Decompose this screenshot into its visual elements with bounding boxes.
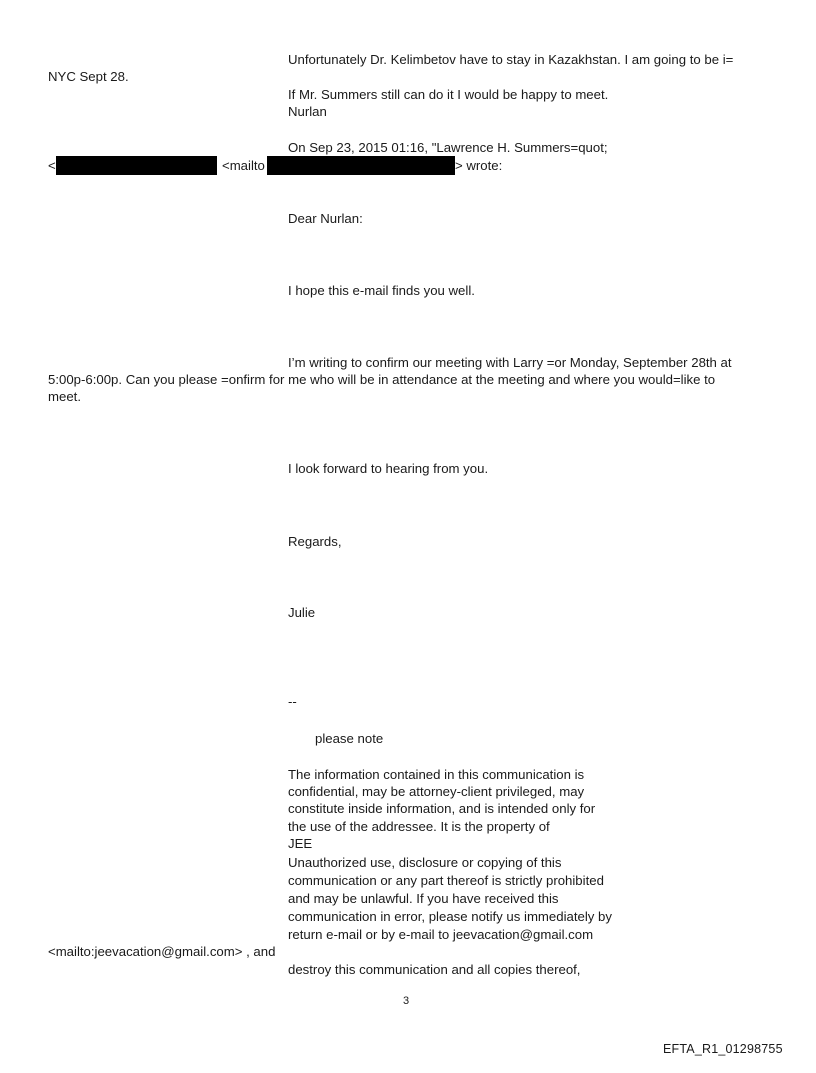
disclaimer-line: communication in error, please notify us immediately by [288,909,612,924]
sender-name: Nurlan [288,104,327,119]
greeting: Dear Nurlan: [288,211,363,226]
bates-number: EFTA_R1_01298755 [663,1042,783,1056]
text-line: I look forward to hearing from you. [288,461,489,476]
text-line: Unfortunately Dr. Kelimbetov have to stay in Kazakhstan. I am going to be i= [288,52,734,67]
text-line: meet. [48,389,81,404]
disclaimer-line: and may be unlawful. If you have received this [288,891,559,906]
text-line: I’m writing to confirm our meeting with Larry =or Monday, September 28th at [288,355,732,370]
disclaimer-line: constitute inside information, and is intended only for [288,801,596,816]
text-line: I hope this e-mail finds you well. [288,283,475,298]
page-number: 3 [403,995,410,1007]
mailto-prefix: <mailto [222,158,265,173]
disclaimer-line: The information contained in this communication is [288,767,585,782]
disclaimer-line: Unauthorized use, disclosure or copying of this [288,855,562,870]
disclaimer-line: JEE [288,836,313,851]
mailto-link: <mailto:jeevacation@gmail.com> , and [48,944,276,959]
text-line: Regards, [288,534,342,549]
disclaimer-line: communication or any part thereof is strictly prohibited [288,873,604,888]
text-line: destroy this communication and all copies thereof, [288,962,581,977]
redaction-box [267,156,455,175]
disclaimer-line: confidential, may be attorney-client privileged, may [288,784,585,799]
text-line: 5:00p-6:00p. Can you please =onfirm for me who will be in attendance at the meeting and where you would=like to [48,372,716,387]
separator: -- [288,694,297,709]
text-line: NYC Sept 28. [48,69,129,84]
lt-char: < [48,158,56,173]
wrote-text: > wrote: [455,158,503,173]
signature: Julie [288,605,316,620]
disclaimer-line: the use of the addressee. It is the property of [288,819,550,834]
text-line: If Mr. Summers still can do it I would be happy to meet. [288,87,609,102]
redaction-box [56,156,217,175]
quote-header: On Sep 23, 2015 01:16, "Lawrence H. Summers=quot; [288,140,608,155]
text-line: please note [315,731,384,746]
disclaimer-line: return e-mail or by e-mail to jeevacation@gmail.com [288,927,594,942]
